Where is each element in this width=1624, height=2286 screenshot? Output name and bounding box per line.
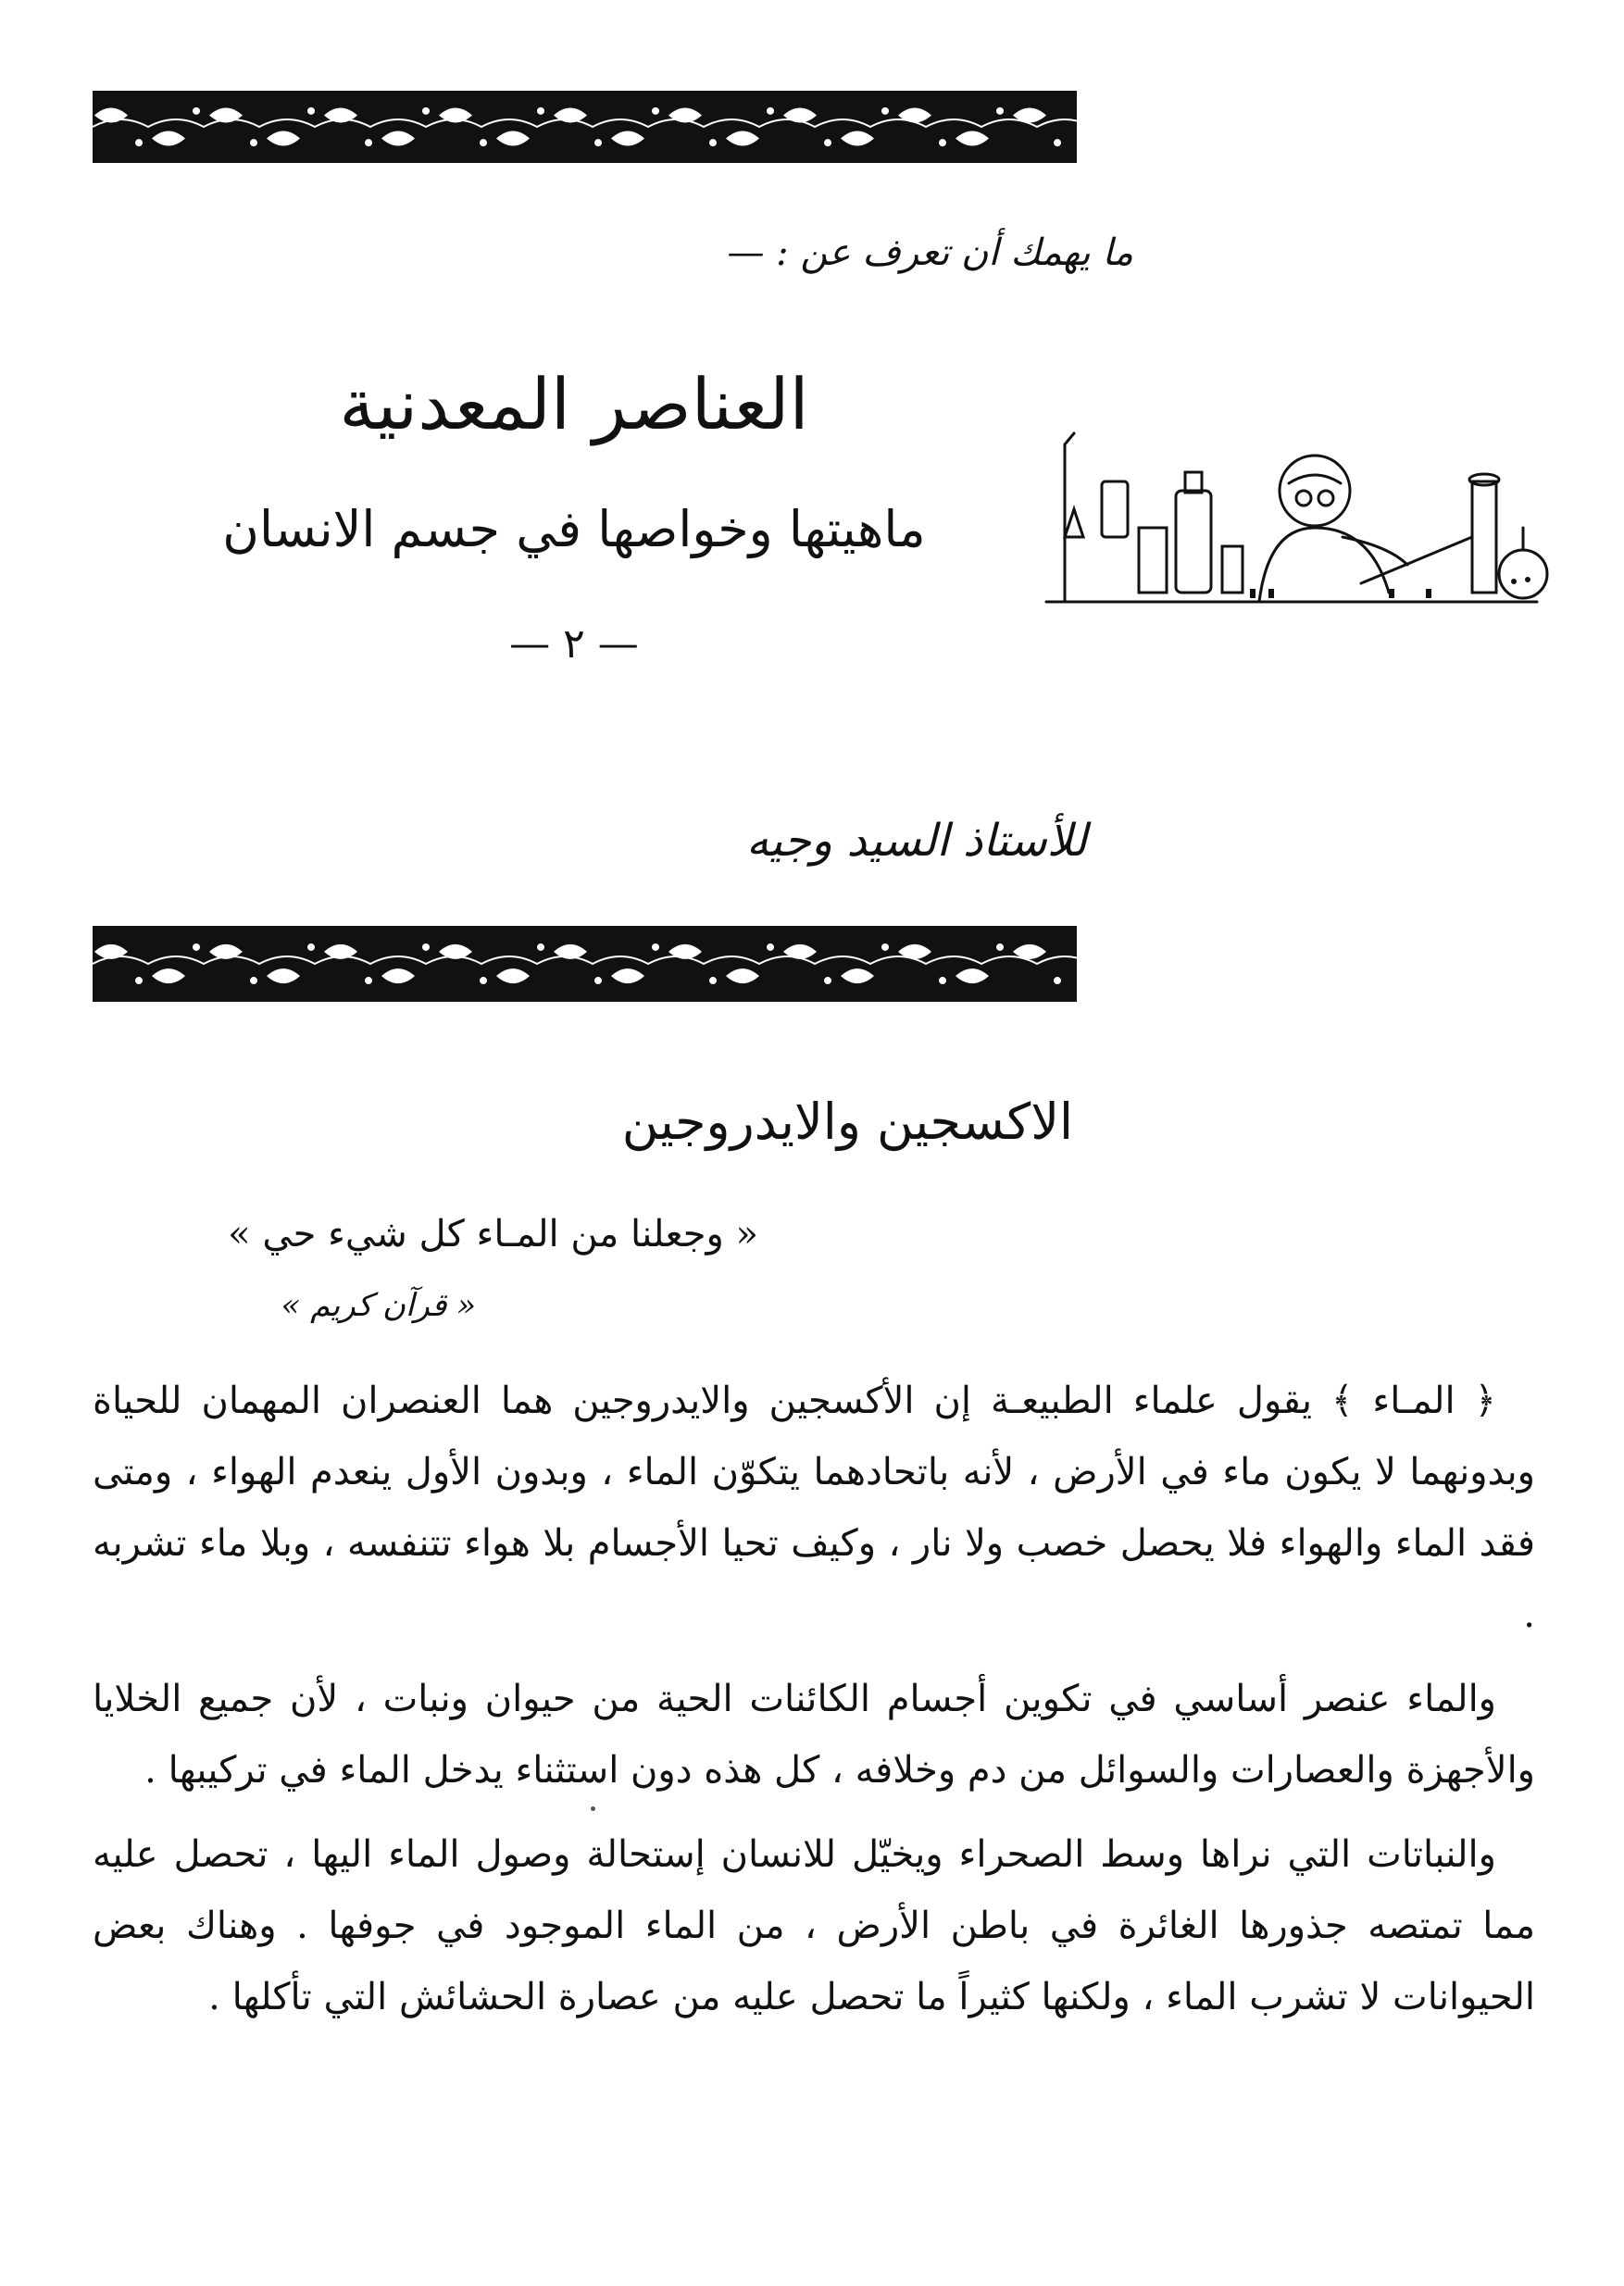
- berry-ornament: [824, 977, 831, 984]
- berry-ornament: [135, 139, 143, 146]
- berry-ornament: [250, 977, 257, 984]
- berry-ornament: [594, 977, 602, 984]
- page-subtitle: ماهيتها وخواصها في جسم الانسان: [222, 500, 926, 558]
- berry-ornament: [537, 943, 544, 951]
- leaf-ornament: [841, 131, 874, 145]
- vine-ornament: [93, 119, 1077, 127]
- berry-ornament: [881, 943, 889, 951]
- berry-ornament: [480, 139, 487, 146]
- leaf-ornament: [783, 108, 817, 123]
- leaf-ornament: [956, 968, 989, 983]
- berry-ornament: [767, 107, 774, 115]
- berry-ornament: [652, 107, 659, 115]
- berry-ornament: [1054, 977, 1061, 984]
- berry-ornament: [996, 943, 1004, 951]
- berry-ornament: [422, 107, 430, 115]
- berry-ornament: [480, 977, 487, 984]
- leaf-ornament: [381, 131, 415, 145]
- berry-ornament: [365, 139, 372, 146]
- quote-source: « قرآن كريم »: [281, 1287, 476, 1324]
- leaf-ornament: [956, 131, 989, 145]
- berry-ornament: [767, 943, 774, 951]
- leaf-ornament: [496, 131, 530, 145]
- leaf-ornament: [668, 108, 702, 123]
- paragraph-2: والماء عنصر أساسي في تكوين أجسام الكائنات الحية من حيوان ونبات ، لأن جميع الخلايا والأجهزة والعصارات والسوائل من دم وخلافه ، كل هذه دون استثناء يدخل الماء في تركيبها .: [93, 1678, 1535, 1792]
- berry-ornament: [537, 107, 544, 115]
- decorative-band-bottom: [93, 926, 1077, 1002]
- berry-ornament: [422, 943, 430, 951]
- quote-text: « وجعلنا من المـاء كل شيء حي »: [228, 1213, 758, 1255]
- vine-ornament: [93, 956, 1077, 964]
- leaf-ornament: [611, 968, 644, 983]
- berry-ornament: [307, 943, 315, 951]
- part-number: — ٢ —: [509, 620, 639, 668]
- berry-ornament: [365, 977, 372, 984]
- berry-ornament: [881, 107, 889, 115]
- leaf-ornament: [726, 968, 759, 983]
- leaf-ornament: [152, 968, 185, 983]
- leaf-ornament: [496, 968, 530, 983]
- berry-ornament: [939, 977, 946, 984]
- berry-ornament: [193, 107, 200, 115]
- berry-ornament: [193, 943, 200, 951]
- author-byline: للأستاذ السيد وجيه: [745, 815, 1087, 867]
- leaf-ornament: [267, 131, 300, 145]
- leaf-ornament: [726, 131, 759, 145]
- berry-ornament: [996, 107, 1004, 115]
- article-body: [93, 1366, 1535, 2046]
- leaf-ornament: [841, 968, 874, 983]
- berry-ornament: [652, 943, 659, 951]
- leaf-ornament: [94, 108, 128, 123]
- page-title: العناصر المعدنية: [339, 363, 809, 445]
- paragraph-3: والنباتات التي نراها وسط الصحراء ويخيّل للانسان إستحالة وصول الماء اليها ، تحصل عليه مما تمتصه جذورها الغائرة في باطن الأرض ، من الماء الموجود في جوفها . وهناك بعض الحيوانات لا تشرب الماء ، ولكنها كثيراً ما تحصل عليه من عصارة الحشائش التي تأكلها .: [93, 1833, 1535, 2018]
- berry-ornament: [709, 977, 717, 984]
- print-speck: [591, 1806, 595, 1811]
- berry-ornament: [939, 139, 946, 146]
- berry-ornament: [824, 139, 831, 146]
- leaf-ornament: [381, 968, 415, 983]
- berry-ornament: [135, 977, 143, 984]
- chemist-at-lab-bench-icon: [1037, 426, 1555, 611]
- leaf-ornament: [267, 968, 300, 983]
- leaf-ornament: [152, 131, 185, 145]
- berry-ornament: [594, 139, 602, 146]
- leaf-ornament: [611, 131, 644, 145]
- paragraph-1: ﴿ المـاء ﴾ يقول علماء الطبيعـة إن الأكسجين والايدروجين هما العنصران المهمان للحياة وبدونهما لا يكون ماء في الأرض ، لأنه باتحادهما يتكوّن الماء ، وبدون الأول ينعدم الهواء ، ومتى فقد الماء والهواء فلا يحصل خصب ولا نار ، وكيف تحيا الأجسام بلا هواء تتنفسه ، وبلا ماء تشربه .: [93, 1380, 1535, 1636]
- berry-ornament: [1054, 139, 1061, 146]
- section-heading: الاكسجين والايدروجين: [621, 1093, 1073, 1151]
- decorative-band-top: [93, 91, 1077, 163]
- subheading: ما يهمك أن تعرف عن : —: [727, 231, 1133, 274]
- berry-ornament: [709, 139, 717, 146]
- berry-ornament: [250, 139, 257, 146]
- berry-ornament: [307, 107, 315, 115]
